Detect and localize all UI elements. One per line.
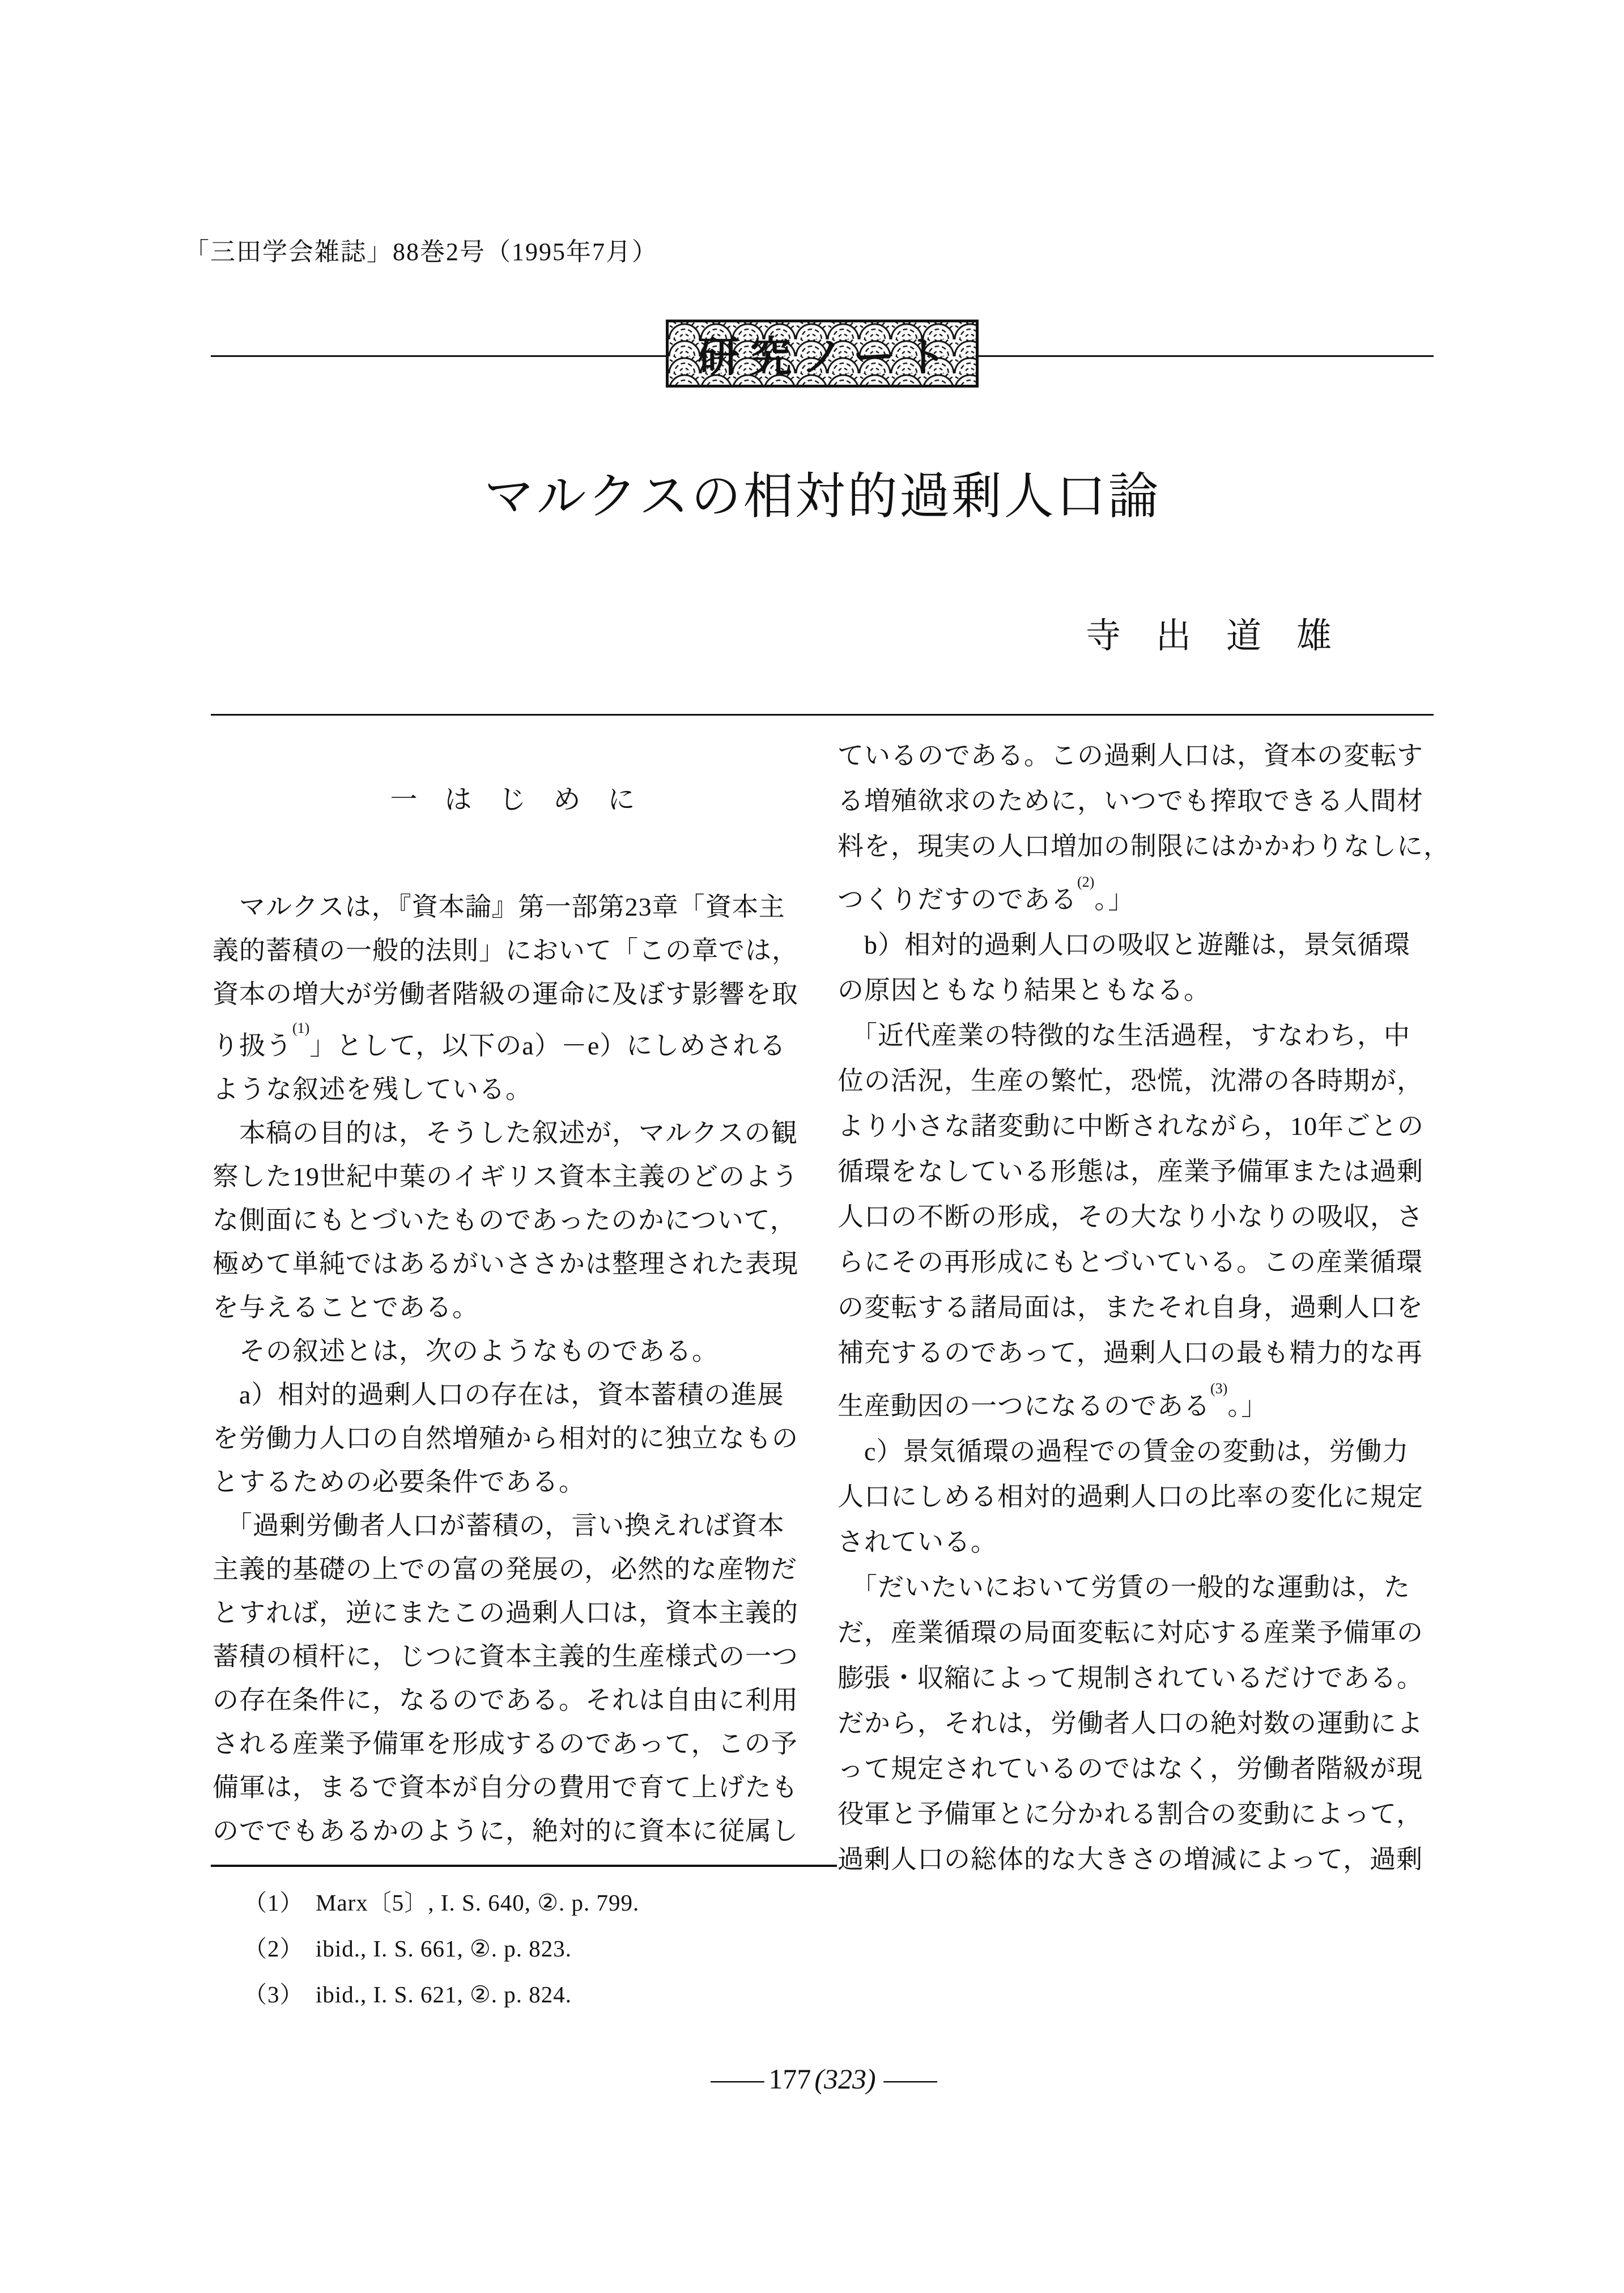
footnote-reference: (1) <box>292 1019 310 1036</box>
text-line: 主義的基礎の上での富の発展の，必然的な産物だ <box>212 1555 798 1584</box>
text-line: c）景気循環の過程での賃金の変動は，労働力 <box>837 1437 1409 1466</box>
text-line: 義的蓄積の一般的法則」において「この章では， <box>212 936 798 965</box>
author-name: 寺 出 道 雄 <box>1085 617 1332 656</box>
text-line: 位の活況，生産の繁忙，恐慌，沈滞の各時期が， <box>837 1066 1423 1095</box>
text-line: って規定されているのではなく，労働者階級が現 <box>837 1754 1423 1783</box>
text-line: 極めて単純ではあるがいささかは整理された表現 <box>212 1249 798 1278</box>
text-line: 補充するのであって，過剰人口の最も精力的な再 <box>837 1338 1423 1367</box>
text-line: り扱う$^{(1)}$」として，以下のa）－e）にしめされる <box>212 1019 787 1060</box>
text-line: その叙述とは，次のようなものである。 <box>212 1337 719 1365</box>
article-title: マルクスの相対的過剰人口論 <box>484 470 1160 525</box>
text-line: の存在条件に，なるのである。それは自由に利用 <box>212 1686 798 1715</box>
text-line: 人口の不断の形成，その大なり小なりの吸収，さ <box>837 1202 1423 1231</box>
text-line: を与えることである。 <box>212 1293 479 1322</box>
text-line: だから，それは，労働者人口の絶対数の運動によ <box>837 1709 1423 1738</box>
text-line: される産業予備軍を形成するのであって，この予 <box>212 1729 798 1758</box>
text-line: 過剰人口の総体的な大きさの増減によって，過剰 <box>837 1845 1423 1874</box>
text-line: （3） ibid., I. S. 621, ②. p. 824. <box>244 1981 572 2007</box>
text-line: の変転する諸局面は，またそれ自身，過剰人口を <box>837 1293 1423 1322</box>
section-heading: 一 は じ め に <box>390 785 635 815</box>
text-line: 備軍は，まるで資本が自分の費用で育て上げたも <box>212 1773 798 1802</box>
text-line: b）相対的過剰人口の吸収と遊離は，景気循環 <box>837 930 1410 959</box>
footer-left-dash: ―― <box>711 2063 761 2095</box>
footnote-reference: (3) <box>1210 1380 1228 1397</box>
banner-label: 研究ノート <box>698 333 957 380</box>
title-divider-line <box>211 714 1434 716</box>
text-line: 膨張・収縮によって規制されているだけである。 <box>837 1664 1423 1692</box>
text-line: されている。 <box>837 1528 997 1556</box>
text-line: 「だいたいにおいて労賃の一般的な運動は，た <box>837 1573 1410 1602</box>
footnote-reference: (2) <box>1077 873 1095 890</box>
text-line: a）相対的過剰人口の存在は，資本蓄積の進展 <box>212 1380 784 1409</box>
text-line: 「過剰労働者人口が蓄積の，言い換えれば資本 <box>212 1511 785 1540</box>
text-line: ような叙述を残している。 <box>212 1075 532 1104</box>
text-line: 生産動因の一つになるのである$^{(3)}$。」 <box>837 1380 1268 1420</box>
text-line: だ，産業循環の局面変転に対応する産業予備軍の <box>837 1618 1423 1647</box>
text-line: の原因ともなり結果ともなる。 <box>837 976 1210 1005</box>
page-footer <box>211 2062 1434 2095</box>
text-line: 「近代産業の特徴的な生活過程，すなわち，中 <box>837 1021 1410 1050</box>
text-line: を労働力人口の自然増殖から相対的に独立なもの <box>212 1424 798 1453</box>
page-number: 177 <box>768 2063 811 2095</box>
text-line: マルクスは，『資本論』第一部第23章「資本主 <box>212 892 785 921</box>
text-line: 資本の増大が労働者階級の運命に及ぼす影響を取 <box>212 980 798 1009</box>
text-line: 蓄積の槓杆に，じつに資本主義的生産様式の一つ <box>212 1642 798 1671</box>
text-line: ているのである。この過剰人口は，資本の変転す <box>837 741 1423 770</box>
text-line: （1） Marx〔5〕, I. S. 640, ②. p. 799. <box>244 1890 640 1916</box>
research-note-banner <box>666 320 979 388</box>
right-text-column <box>837 733 1450 1882</box>
text-line: 循環をなしている形態は，産業予備軍または過剰 <box>837 1157 1423 1186</box>
footer-right-dash: ―― <box>883 2063 934 2095</box>
left-text-column <box>212 885 816 1853</box>
text-line: らにその再形成にもとづいている。この産業循環 <box>837 1248 1423 1277</box>
text-line: つくりだすのである$^{(2)}$。」 <box>837 873 1135 914</box>
text-line: より小さな諸変動に中断されながら，10年ごとの <box>837 1112 1424 1141</box>
text-line: （2） ibid., I. S. 661, ②. p. 823. <box>244 1935 572 1962</box>
text-line: 人口にしめる相対的過剰人口の比率の変化に規定 <box>837 1482 1423 1511</box>
journal-header: 「三田学会雑誌」88巻2号（1995年7月） <box>184 238 658 266</box>
text-line: のででもあるかのように，絶対的に資本に従属し <box>212 1816 798 1845</box>
text-line: 察した19世紀中葉のイギリス資本主義のどのよう <box>212 1162 799 1191</box>
text-line: な側面にもとづいたものであったのかについて， <box>212 1206 797 1235</box>
volume-page-number: (323) <box>814 2063 876 2095</box>
text-line: る増殖欲求のために，いつでも搾取できる人間材 <box>837 786 1423 815</box>
footnotes-block <box>244 1880 639 2018</box>
text-line: とすれば，逆にまたこの過剰人口は，資本主義的 <box>212 1598 798 1627</box>
footnote-divider-line <box>211 1865 837 1867</box>
text-line: 料を，現実の人口増加の制限にはかかわりなしに， <box>837 832 1450 861</box>
text-line: とするための必要条件である。 <box>212 1467 585 1496</box>
text-line: 役軍と予備軍とに分かれる割合の変動によって， <box>837 1799 1423 1828</box>
text-line: 本稿の目的は，そうした叙述が，マルクスの観 <box>212 1118 798 1147</box>
